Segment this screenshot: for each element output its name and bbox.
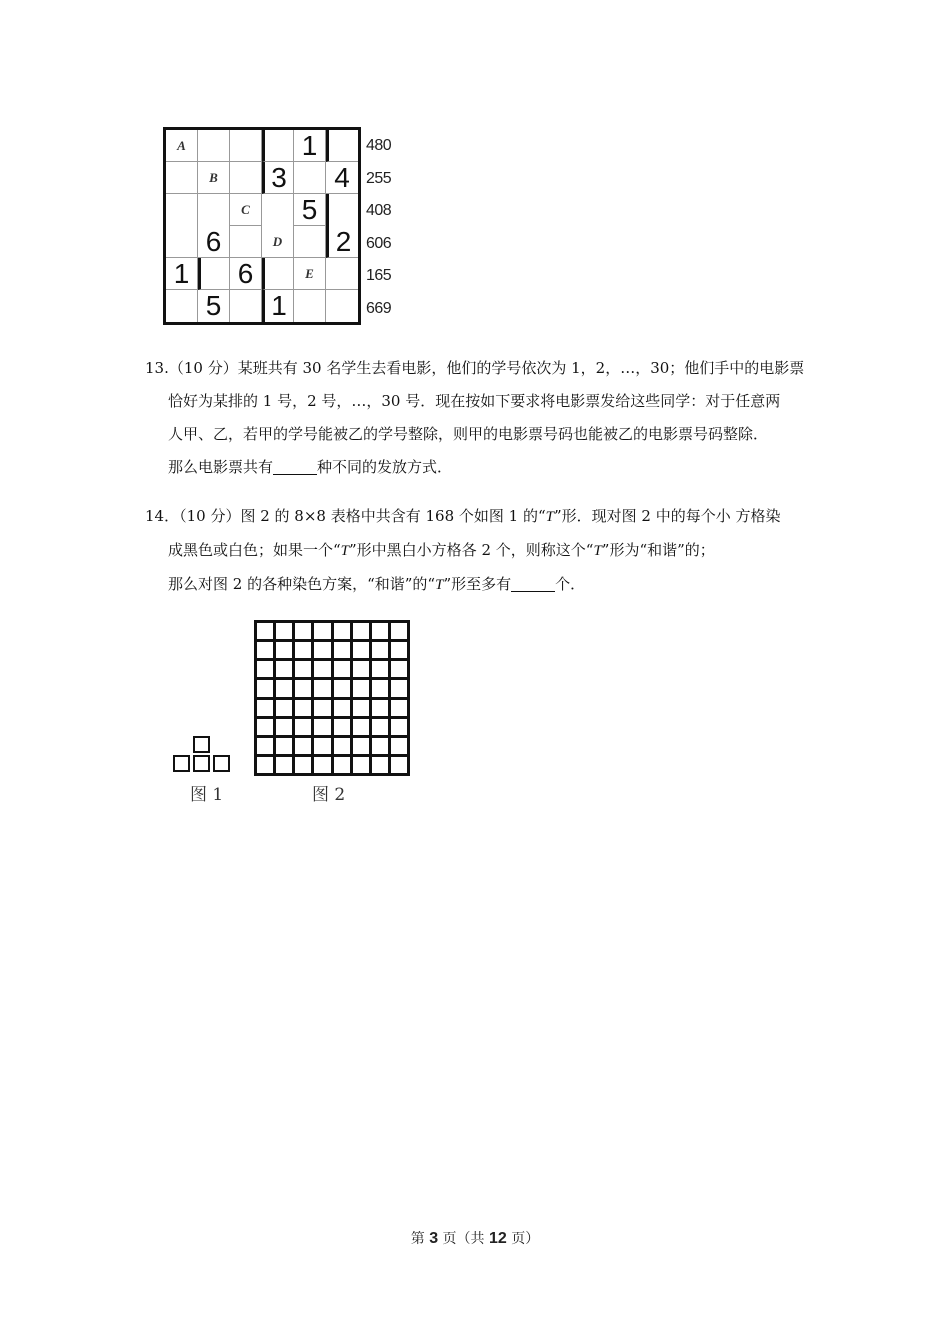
grid-square bbox=[391, 757, 407, 773]
puzzle-cell-1: 1 bbox=[166, 258, 198, 290]
puzzle-cell-d: D bbox=[262, 226, 294, 258]
grid-square bbox=[372, 642, 388, 658]
grid-square bbox=[314, 642, 330, 658]
grid-square bbox=[257, 642, 273, 658]
grid-square bbox=[353, 661, 369, 677]
footer-middle: 页（共 bbox=[438, 1231, 489, 1247]
problem-14-text: 那么对图 2 的各种染色方案，“和谐”的“ bbox=[168, 575, 436, 593]
grid-square bbox=[314, 738, 330, 754]
puzzle-cell-1: 1 bbox=[294, 130, 326, 162]
puzzle-cell-a: A bbox=[166, 130, 198, 162]
grid-square bbox=[391, 642, 407, 658]
row-sum: 408 bbox=[366, 202, 392, 220]
grid-square bbox=[257, 757, 273, 773]
grid-square bbox=[372, 623, 388, 639]
problem-13-line-2: 恰好为某排的 1 号，2 号，…，30 号．现在按如下要求将电影票发给这些同学：对于任意两 bbox=[168, 392, 781, 410]
grid-square bbox=[314, 661, 330, 677]
grid-square bbox=[314, 700, 330, 716]
grid-square bbox=[257, 700, 273, 716]
puzzle-cell bbox=[230, 130, 262, 162]
puzzle-cell bbox=[230, 162, 262, 194]
grid-square bbox=[334, 642, 350, 658]
problem-13-line-1: 13.（10 分）某班共有 30 名学生去看电影，他们的学号依次为 1，2，…，30；他们手中的电影票 bbox=[145, 359, 805, 377]
problem-13-line-4-b: 种不同的发放方式． bbox=[317, 458, 453, 476]
puzzle-cell bbox=[326, 290, 358, 322]
puzzle-cell-3: 3 bbox=[262, 162, 294, 194]
puzzle-cell bbox=[294, 226, 326, 258]
problem-14 bbox=[145, 500, 825, 602]
t-square bbox=[173, 755, 190, 772]
grid-square bbox=[391, 719, 407, 735]
grid-square bbox=[334, 738, 350, 754]
problem-14-line-1 bbox=[145, 500, 825, 534]
grid-square bbox=[314, 719, 330, 735]
grid-square bbox=[353, 623, 369, 639]
t-square bbox=[213, 755, 230, 772]
puzzle-cell bbox=[166, 290, 198, 322]
problem-14-text: ”形为“和谐”的； bbox=[601, 541, 715, 559]
page-footer bbox=[0, 1228, 950, 1248]
footer-prefix: 第 bbox=[410, 1231, 430, 1247]
grid-square bbox=[276, 700, 292, 716]
problem-13-line-4-a: 那么电影票共有 bbox=[168, 458, 274, 476]
row-sum: 669 bbox=[366, 299, 392, 317]
row-sums bbox=[366, 130, 416, 326]
puzzle-cell-4: 4 bbox=[326, 162, 358, 194]
eight-by-eight-grid bbox=[254, 620, 410, 776]
problem-14-text: ”形至多有 bbox=[443, 575, 512, 593]
grid-square bbox=[334, 757, 350, 773]
grid-square bbox=[314, 623, 330, 639]
grid-square bbox=[353, 680, 369, 696]
grid-square bbox=[334, 700, 350, 716]
problem-14-text: ”形．现对图 2 中的每个小 方格染 bbox=[553, 507, 781, 525]
total-pages: 12 bbox=[489, 1230, 507, 1247]
puzzle-cell bbox=[262, 194, 294, 226]
puzzle-cell-2: 2 bbox=[326, 226, 358, 258]
puzzle-cell bbox=[166, 194, 198, 226]
grid-square bbox=[334, 661, 350, 677]
problem-14-line-2 bbox=[145, 534, 825, 568]
grid-square bbox=[295, 738, 311, 754]
problem-14-text: ”形中黑白小方格各 2 个，则称这个“ bbox=[349, 541, 594, 559]
puzzle-cell-6: 6 bbox=[230, 258, 262, 290]
puzzle-cell-5: 5 bbox=[198, 290, 230, 322]
grid-square bbox=[353, 642, 369, 658]
footer-suffix: 页） bbox=[506, 1231, 540, 1247]
grid-square bbox=[295, 719, 311, 735]
puzzle-cell bbox=[166, 226, 198, 258]
puzzle-cell bbox=[326, 194, 358, 226]
row-sum: 606 bbox=[366, 234, 392, 252]
puzzle-cell bbox=[198, 194, 230, 226]
puzzle-cell-1: 1 bbox=[262, 290, 294, 322]
grid-square bbox=[391, 661, 407, 677]
grid-square bbox=[334, 680, 350, 696]
answer-blank bbox=[273, 458, 317, 475]
puzzle-cell-5: 5 bbox=[294, 194, 326, 226]
row-sum: 480 bbox=[366, 137, 392, 154]
grid-square bbox=[314, 680, 330, 696]
grid-square bbox=[353, 757, 369, 773]
grid-square bbox=[295, 757, 311, 773]
grid-square bbox=[353, 700, 369, 716]
grid-square bbox=[391, 738, 407, 754]
grid-square bbox=[295, 680, 311, 696]
puzzle-cell-c: C bbox=[230, 194, 262, 226]
grid-square bbox=[372, 700, 388, 716]
puzzle-cell bbox=[326, 130, 358, 162]
grid-square bbox=[257, 661, 273, 677]
figure-2-label: 图 2 bbox=[312, 785, 346, 805]
grid-square bbox=[257, 623, 273, 639]
grid-square bbox=[372, 680, 388, 696]
grid-square bbox=[276, 738, 292, 754]
grid-square bbox=[372, 661, 388, 677]
problem-13-line-4 bbox=[145, 451, 825, 484]
t-letter: T bbox=[545, 509, 554, 525]
page-number: 3 bbox=[429, 1230, 439, 1247]
row-sum: 165 bbox=[366, 267, 392, 285]
grid-square bbox=[276, 719, 292, 735]
grid-square bbox=[257, 719, 273, 735]
grid-square bbox=[257, 680, 273, 696]
t-square bbox=[193, 736, 210, 753]
puzzle-cell bbox=[198, 130, 230, 162]
puzzle-cell-b: B bbox=[198, 162, 230, 194]
problem-14-text: 个． bbox=[555, 575, 586, 593]
grid-square bbox=[295, 623, 311, 639]
puzzle-cell bbox=[294, 162, 326, 194]
problem-14-line-3 bbox=[145, 568, 825, 602]
grid-square bbox=[276, 757, 292, 773]
puzzle-cell bbox=[230, 290, 262, 322]
grid-square bbox=[372, 757, 388, 773]
puzzle-cell bbox=[294, 290, 326, 322]
grid-square bbox=[295, 642, 311, 658]
grid-square bbox=[276, 623, 292, 639]
puzzle-cell bbox=[166, 162, 198, 194]
problem-13 bbox=[145, 352, 825, 484]
t-letter: T bbox=[340, 543, 350, 559]
grid-square bbox=[391, 700, 407, 716]
grid-square bbox=[257, 738, 273, 754]
answer-blank bbox=[511, 575, 555, 592]
puzzle-cell-6: 6 bbox=[198, 226, 230, 258]
grid-square bbox=[276, 661, 292, 677]
grid-square bbox=[334, 623, 350, 639]
t-letter: T bbox=[435, 577, 444, 593]
number-puzzle-grid bbox=[163, 127, 361, 325]
grid-square bbox=[353, 738, 369, 754]
t-letter: T bbox=[593, 543, 602, 559]
t-square bbox=[193, 755, 210, 772]
grid-square bbox=[314, 757, 330, 773]
grid-square bbox=[295, 661, 311, 677]
puzzle-cell bbox=[230, 226, 262, 258]
grid-square bbox=[276, 680, 292, 696]
puzzle-cell bbox=[198, 258, 230, 290]
grid-square bbox=[372, 719, 388, 735]
figure-1-label: 图 1 bbox=[190, 785, 224, 805]
grid-square bbox=[353, 719, 369, 735]
puzzle-cell bbox=[326, 258, 358, 290]
grid-square bbox=[295, 700, 311, 716]
row-sum: 255 bbox=[366, 169, 392, 187]
problem-14-text: 14．（10 分）图 2 的 8×8 表格中共含有 168 个如图 1 的“ bbox=[145, 507, 546, 525]
problem-13-line-3: 人甲、乙，若甲的学号能被乙的学号整除，则甲的电影票号码也能被乙的电影票号码整除． bbox=[168, 425, 769, 443]
grid-square bbox=[334, 719, 350, 735]
grid-square bbox=[372, 738, 388, 754]
grid-square bbox=[391, 680, 407, 696]
grid-square bbox=[391, 623, 407, 639]
problem-14-text: 成黑色或白色；如果一个“ bbox=[168, 541, 341, 559]
puzzle-cell-e: E bbox=[294, 258, 326, 290]
grid-square bbox=[276, 642, 292, 658]
puzzle-cell bbox=[262, 258, 294, 290]
puzzle-cell bbox=[262, 130, 294, 162]
